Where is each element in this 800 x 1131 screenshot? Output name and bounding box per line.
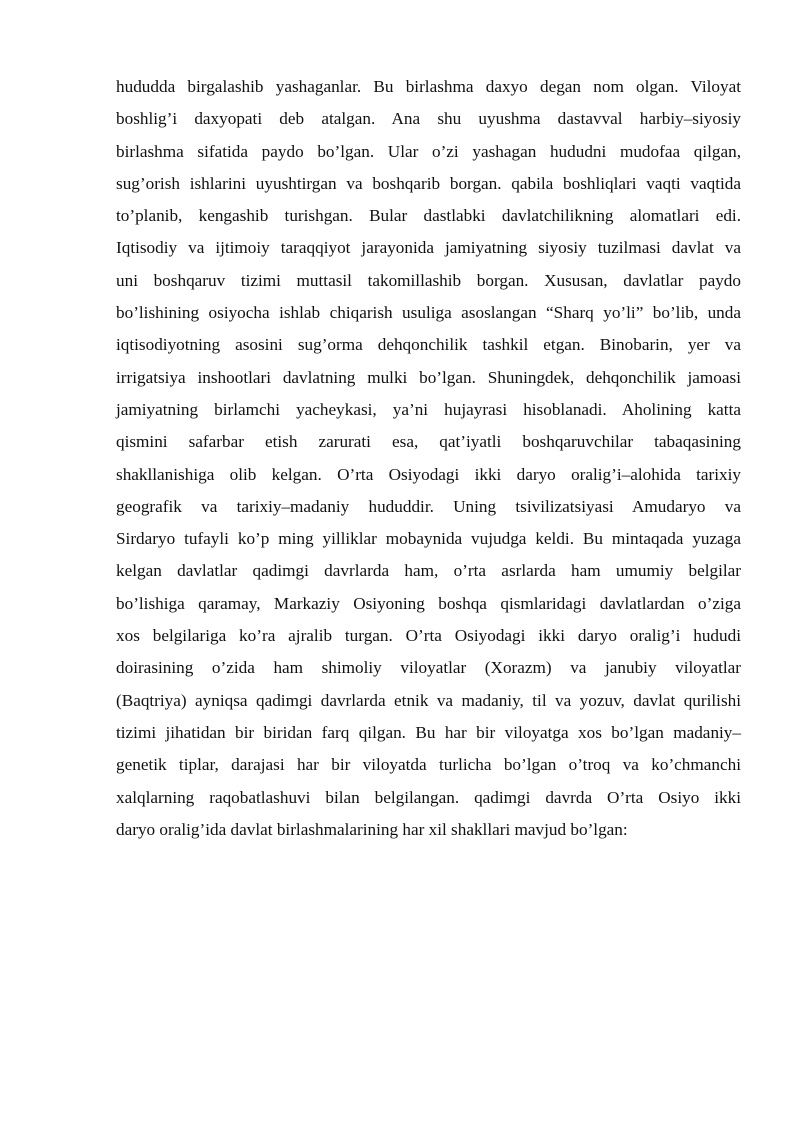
text-line: to’planib, kengashib turishgan. Bular dastlabki davlatchilikning alomatlari edi.	[116, 206, 741, 226]
text-line: Sirdaryo tufayli ko’p ming yilliklar mobaynida vujudga keldi. Bu mintaqada yuzaga	[116, 529, 741, 549]
text-line: bo’lishining osiyocha ishlab chiqarish usuliga asoslangan “Sharq yo’li” bo’lib, unda	[116, 303, 741, 323]
body-paragraph	[116, 71, 741, 846]
text-line: hududda birgalashib yashaganlar. Bu birlashma daxyo degan nom olgan. Viloyat	[116, 77, 741, 96]
text-line: jamiyatning birlamchi yacheykasi, ya’ni hujayrasi hisoblanadi. Aholining katta	[116, 399, 741, 419]
text-line: sug’orish ishlarini uyushtirgan va boshqarib borgan. qabila boshliqlari vaqti vaqtida	[116, 173, 741, 193]
text-line: kelgan davlatlar qadimgi davrlarda ham, o’rta asrlarda ham umumiy belgilar	[116, 561, 741, 581]
text-line: Iqtisodiy va ijtimoiy taraqqiyot jarayonida jamiyatning siyosiy tuzilmasi davlat va	[116, 238, 741, 258]
text-line: genetik tiplar, darajasi har bir viloyatda turlicha bo’lgan o’troq va ko’chmanchi	[116, 755, 741, 775]
text-line: birlashma sifatida paydo bo’lgan. Ular o’zi yashagan hududni mudofaa qilgan,	[116, 141, 741, 161]
text-line: bo’lishiga qaramay, Markaziy Osiyoning boshqa qismlaridagi davlatlardan o’ziga	[116, 593, 741, 613]
text-line: xos belgilariga ko’ra ajralib turgan. O’rta Osiyodagi ikki daryo oralig’i hududi	[116, 626, 741, 646]
text-line: tizimi jihatidan bir biridan farq qilgan. Bu har bir viloyatga xos bo’lgan madaniy–	[116, 722, 741, 742]
text-line: irrigatsiya inshootlari davlatning mulki bo’lgan. Shuningdek, dehqonchilik jamoasi	[116, 367, 741, 387]
text-line: boshlig’i daxyopati deb atalgan. Ana shu uyushma dastavval harbiy–siyosiy	[116, 109, 741, 129]
text-line: (Baqtriya) ayniqsa qadimgi davrlarda etnik va madaniy, til va yozuv, davlat qurilishi	[116, 690, 741, 710]
text-line: uni boshqaruv tizimi muttasil takomillashib borgan. Xususan, davlatlar paydo	[116, 270, 741, 290]
text-line: geografik va tarixiy–madaniy hududdir. Uning tsivilizatsiyasi Amudaryo va	[116, 496, 741, 516]
text-line: xalqlarning raqobatlashuvi bilan belgilangan. qadimgi davrda O’rta Osiyo ikki	[116, 787, 741, 807]
text-line: iqtisodiyotning asosini sug’orma dehqonchilik tashkil etgan. Binobarin, yer va	[116, 335, 741, 355]
text-line: qismini safarbar etish zarurati esa, qat’iyatli boshqaruvchilar tabaqasining	[116, 432, 741, 452]
text-line: daryo oralig’ida davlat birlashmalarining har xil shakllari mavjud bo’lgan:	[116, 819, 628, 839]
text-line: shakllanishiga olib kelgan. O’rta Osiyodagi ikki daryo oralig’i–alohida tarixiy	[116, 464, 741, 484]
text-line: doirasining o’zida ham shimoliy viloyatlar (Xorazm) va janubiy viloyatlar	[116, 658, 741, 678]
